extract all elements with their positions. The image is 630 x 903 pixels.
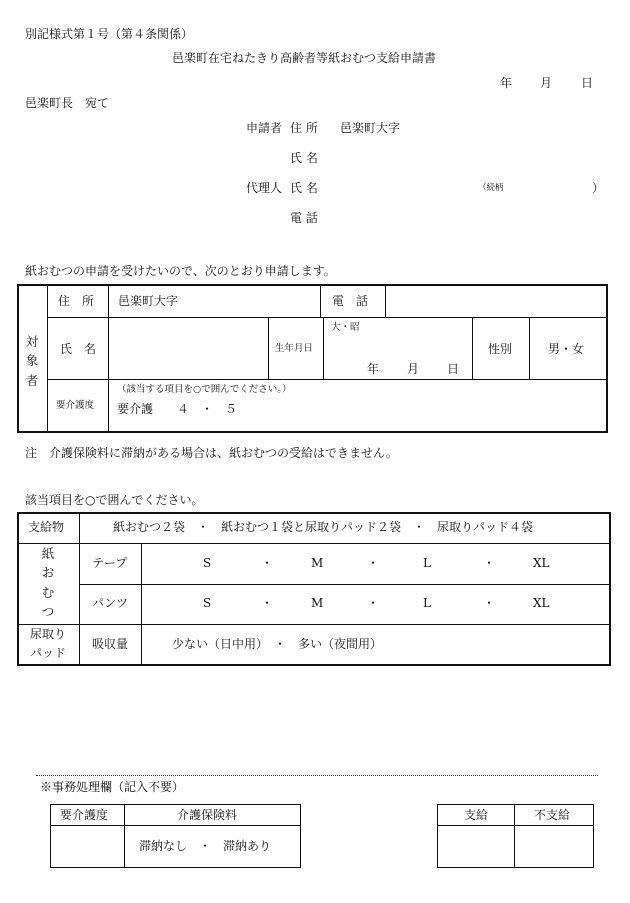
care-level-options: 要介護 ４ ・ ５: [117, 402, 238, 416]
care-level-label: 要介護度: [56, 400, 95, 411]
item-options: 紙おむつ２袋 ・ 紙おむつ１袋と尿取りパッド２袋 ・ 尿取りパッド４袋: [113, 520, 534, 534]
office-insurance-value: 滞納なし ・ 滞納あり: [139, 839, 272, 853]
relation-open: （続柄: [478, 183, 504, 193]
tape-dot-1: ・: [261, 556, 274, 570]
tape-label: テープ: [92, 556, 128, 570]
birth-year-label: 年: [367, 362, 380, 376]
subject-name-label: 氏 名: [60, 342, 97, 356]
absorb-options: 少ない（日中用） ・ 多い（夜間用）: [172, 637, 383, 651]
sex-options: 男・女: [548, 342, 585, 356]
applicant-name-label: 氏 名: [290, 151, 318, 165]
subject-table: [17, 284, 608, 433]
relation-close: ）: [592, 181, 605, 195]
office-table-right: [437, 804, 594, 868]
pants-label: パンツ: [92, 596, 129, 610]
pants-dot-1: ・: [261, 596, 274, 610]
sex-label: 性別: [488, 342, 513, 356]
tape-size-s: S: [203, 556, 212, 570]
absorb-label: 吸収量: [92, 637, 129, 651]
subject-address-label: 住 所: [58, 294, 95, 308]
tape-dot-2: ・: [367, 556, 380, 570]
pants-dot-3: ・: [483, 596, 496, 610]
tape-dot-3: ・: [483, 556, 496, 570]
date-year-label: 年: [500, 76, 513, 90]
applicant-label: 申請者: [246, 121, 283, 135]
item-label: 支給物: [28, 520, 65, 534]
select-instruction: 該当項目を○で囲んでください。: [25, 493, 204, 507]
birth-month-label: 月: [407, 362, 420, 376]
birth-label: 生年月日: [275, 343, 314, 354]
pad-label-line2: パッド: [30, 646, 67, 660]
birth-era: 大・昭: [331, 322, 360, 333]
diaper-label: 紙おむつ: [41, 546, 55, 620]
tape-size-l: L: [423, 556, 431, 570]
form-title: 邑楽町在宅ねたきり高齢者等紙おむつ支給申請書: [172, 51, 437, 65]
form-number: 別記様式第１号（第４条関係）: [25, 27, 194, 41]
pants-size-m: M: [311, 596, 324, 610]
tape-size-xl: XL: [533, 556, 550, 570]
intro-text: 紙おむつの申請を受けたいので、次のとおり申請します。: [25, 264, 336, 278]
subject-address-value: 邑楽町大字: [118, 294, 179, 308]
date-day-label: 日: [581, 76, 594, 90]
subject-phone-label: 電 話: [332, 294, 369, 308]
applicant-address-label: 住 所: [290, 121, 318, 135]
dotted-separator: [36, 775, 598, 776]
care-level-note: （該当する項目を○で囲んでください。）: [117, 384, 292, 395]
pants-size-xl: XL: [533, 596, 550, 610]
pants-size-l: L: [423, 596, 431, 610]
subject-side-label: 対象者: [25, 334, 39, 388]
office-no-pay-header: 不支給: [534, 808, 571, 822]
addressee: 邑楽町長 宛て: [25, 96, 110, 110]
note-text: 注 介護保険料に滞納がある場合は、紙おむつの受給はできません。: [25, 446, 398, 460]
office-pay-header: 支給: [464, 808, 489, 822]
phone-label: 電 話: [290, 211, 318, 225]
date-month-label: 月: [540, 76, 553, 90]
pants-size-s: S: [203, 596, 212, 610]
office-care-level-header: 要介護度: [60, 808, 109, 822]
office-insurance-header: 介護保険料: [177, 808, 238, 822]
pad-label-line1: 尿取り: [30, 627, 67, 641]
tape-size-m: M: [311, 556, 324, 570]
office-heading: ※事務処理欄（記入不要）: [40, 780, 185, 794]
applicant-address-value: 邑楽町大字: [340, 121, 401, 135]
agent-label: 代理人: [246, 181, 283, 195]
pants-dot-2: ・: [367, 596, 380, 610]
agent-name-label: 氏 名: [290, 181, 318, 195]
birth-day-label: 日: [447, 362, 460, 376]
